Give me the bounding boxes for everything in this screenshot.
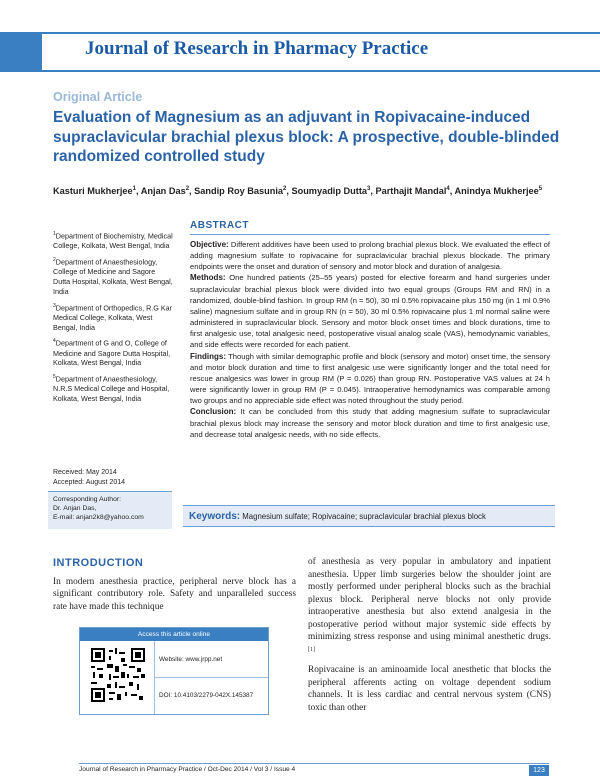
author: Anindya Mukherjee$^5$: [454, 186, 543, 197]
header-rule-bottom: [42, 70, 600, 72]
methods-label: Methods:: [190, 273, 226, 283]
conclusion-text: It can be concluded from this study that adding magnesium sulfate to supraclavicular brachial plexus block may increase the sensory and motor block duration and time to first analgesic use, and decrease total analgesic needs, with no side effects.: [190, 407, 550, 439]
keywords-label: Keywords:: [189, 511, 241, 522]
author: Soumyadip Dutta$^3$,: [291, 186, 376, 197]
author: Sandip Roy Basunia$^2$,: [194, 186, 292, 197]
abstract-heading: ABSTRACT: [190, 220, 550, 235]
affiliation: $^5$Department of Anaesthesiology, N.R.S Medical College and Hospital, Kolkata, West Bengal, India: [53, 374, 170, 404]
qr-code-icon[interactable]: [91, 648, 145, 702]
keywords-box: [183, 505, 555, 527]
qr-cell: [80, 641, 155, 714]
journal-header: [0, 30, 600, 74]
affiliation: $^3$Department of Orthopedics, R.G Kar Medical College, Kolkata, West Bengal, India: [53, 302, 173, 332]
affiliation: $^1$Department of Biochemistry, Medical College, Kolkata, West Bengal, India: [53, 231, 173, 251]
introduction-heading: INTRODUCTION: [53, 557, 144, 569]
corresponding-author-box: [48, 491, 172, 529]
paragraph: of anesthesia as very popular in ambulatory and inpatient anesthesia. Upper limb surgeries below the shoulder joint are mostly performed under peripheral blocks such as the brachial plexus block. Peripheral nerve blocks not only provide intraoperative anesthesia but also extend analgesia in the postoperative period without major systemic side effects by minimizing stress response and using minimal anesthetic drugs.[1]: [308, 557, 551, 653]
objective-label: Objective:: [190, 240, 229, 249]
corresponding-email[interactable]: E-mail: anjan2k8@yahoo.com: [53, 514, 144, 521]
paragraph: Ropivacaine is an aminoamide local anesthetic that blocks the peripheral afferents acting on voltage dependent sodium channels. It is less cardiac and central nervous system (CNS) toxic than other: [308, 665, 551, 713]
accepted-date: Accepted: August 2014: [53, 478, 125, 486]
affiliation: $^4$Department of G and O, College of Medicine and Sagore Dutta Hospital, Kolkata, West Bengal, India: [53, 338, 171, 368]
author: Parthajit Mandal$^4$,: [375, 186, 455, 197]
objective-text: Different additives have been used to prolong brachial plexus block. We evaluated the effect of adding magnesium sulfate to ropivacaine for supraclavicular brachial plexus blockade. The primary endpoints were the onset and duration of sensory and motor block and duration of analgesia.: [190, 240, 550, 272]
journal-title: Journal of Research in Pharmacy Practice: [85, 38, 429, 59]
header-tab: [0, 32, 42, 72]
citation-ref[interactable]: [1]: [308, 646, 315, 653]
corresponding-name: Dr. Anjan Das,: [53, 505, 97, 512]
page-number: 123: [529, 765, 549, 776]
affiliations: [53, 230, 173, 409]
findings-label: Findings:: [190, 351, 226, 361]
doi-link[interactable]: DOI: 10.4103/2279-042X.145387: [159, 692, 254, 699]
author: Anjan Das$^2$,: [140, 186, 195, 197]
header-rule-top: [42, 32, 600, 34]
methods-text: One hundred patients (25–55 years) posted for elective forearm and hand surgeries under supraclavicular brachial plexus block were divided into two equal groups (Groups RM and RN) in a randomized, double-blind fashion. In group RM (n = 50), 30 ml 0.5% ropivacaine plus 150 mg (in 1 ml 0.9% saline) magnesium sulfate and in group RN (n = 50), 30 ml 0.5% ropivacaine plus 1 ml normal saline were administered in supraclavicular block. Sensory and motor block onset times and block durations, time to first analgesic use, total analgesic need, postoperative visual analog scale (VAS), hemodynamic variables, and side effects were recorded for each patient.: [190, 273, 550, 350]
footer-citation: Journal of Research in Pharmacy Practice / Oct-Dec 2014 / Vol 3 / Issue 4: [79, 766, 296, 773]
conclusion-label: Conclusion:: [190, 407, 237, 417]
access-online-box: [79, 627, 269, 715]
corresponding-label: Corresponding Author:: [53, 496, 122, 503]
author: Kasturi Mukherjee$^1$,: [53, 186, 141, 197]
website-link[interactable]: Website: www.jrpp.net: [155, 641, 268, 678]
article-dates: [53, 468, 173, 487]
introduction-right-column: [308, 556, 551, 719]
findings-text: Though with similar demographic profile and block (sensory and motor) onset time, the sensory and motor block duration and time to first analgesic use were significantly longer and the total need for rescue analgesics was lower in group RM (P = 0.026) than group RN. Postoperative VAS values at 24 h were significantly lower in group RM (P = 0.045). Intraoperative hemodynamics was comparable among two groups and no appreciable side effect was noted throughout the study period.: [190, 351, 550, 406]
abstract: [190, 220, 550, 440]
keywords-text: Magnesium sulfate; Ropivacaine; supraclavicular brachial plexus block: [242, 512, 486, 521]
access-info: [155, 641, 268, 714]
received-date: Received: May 2014: [53, 469, 117, 476]
access-title: Access this article online: [80, 628, 268, 641]
article-type: Original Article: [53, 90, 143, 104]
abstract-body: [190, 239, 550, 440]
introduction-left-column: In modern anesthesia practice, peripheral nerve block has a significant contributory role. Safety and unparalleled success rate have made this technique: [53, 577, 296, 612]
author-list: [53, 182, 573, 198]
page-footer: [79, 763, 549, 775]
article-title: Evaluation of Magnesium as an adjuvant in Ropivacaine-induced supraclavicular brachial plexus block: A prospective, double-blinded randomized controlled study: [53, 109, 560, 165]
affiliation: $^2$Department of Anaesthesiology, College of Medicine and Sagore Dutta Hospital, Kolkata, West Bengal, India: [53, 256, 173, 296]
